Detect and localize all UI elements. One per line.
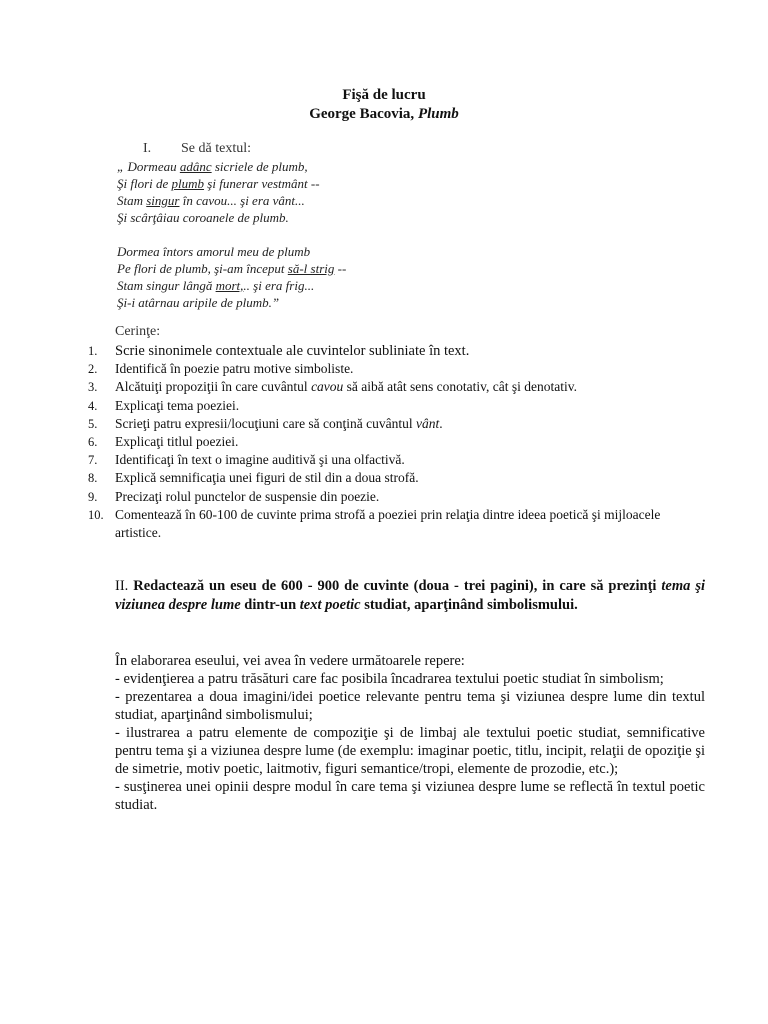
requirements-heading: Cerinţe: xyxy=(115,324,161,339)
list-item: - ilustrarea a patru elemente de compoziţie şi de limbaj ale textului poetic studiat, semnificative pentru tema şi a viziunea despre lume (de exemplu: imaginar poetic, titlu, incipit, relaţii de opoziţie şi de simetrie, motiv poetic, laitmotiv, figuri semantice/tropi, elemente de prozodie, etc.); xyxy=(115,725,705,777)
poem-line: Stam singur lângă mort,.. şi era frig... xyxy=(117,278,315,293)
list-item: 5. Scrieţi patru expresii/locuţiuni care să conţină cuvântul vânt. xyxy=(88,415,443,431)
poem-line: Dormea întors amorul meu de plumb xyxy=(117,244,311,259)
work-title: Plumb xyxy=(417,106,459,122)
poem-line: Stam singur în cavou... şi era vânt... xyxy=(117,193,305,208)
list-item: 1. Scrie sinonimele contextuale ale cuvintelor subliniate în text. xyxy=(88,343,470,359)
document-subtitle xyxy=(0,106,768,123)
author-name: George Bacovia, xyxy=(309,106,418,122)
poem-line: Pe flori de plumb, şi-am început să-l strig -- xyxy=(117,261,347,276)
list-item: 8. Explică semnificaţia unei figuri de stil din a doua strofă. xyxy=(88,470,419,486)
requirements-list xyxy=(88,342,706,542)
section-two-number: II. xyxy=(115,578,129,594)
essay-guidelines xyxy=(115,652,705,814)
list-item: 10. Comentează în 60-100 de cuvinte prima strofă a poeziei prin relaţia dintre ideea poetică şi mijloacele artistice. xyxy=(88,506,661,541)
poem-line: Şi flori de plumb şi funerar vestmânt -- xyxy=(117,176,320,191)
poem-line: „ Dormeau adânc sicriele de plumb, xyxy=(117,159,308,174)
list-item: 7. Identificaţi în text o imagine auditivă şi una olfactivă. xyxy=(88,452,405,468)
section-one-heading xyxy=(143,141,251,157)
poem-line: Şi-i atârnau aripile de plumb.” xyxy=(117,295,280,310)
section-one-number: I. xyxy=(143,141,152,156)
list-item: 9. Precizaţi rolul punctelor de suspensie din poezie. xyxy=(88,488,380,504)
list-item: - evidenţierea a patru trăsături care fac posibila încadrarea textului poetic studiat în simbolism; xyxy=(115,671,664,687)
list-item: 6. Explicaţi titlul poeziei. xyxy=(88,434,239,450)
guidelines-intro: În elaborarea eseului, vei avea în vedere următoarele repere: xyxy=(115,653,465,669)
poem-stanza-2 xyxy=(117,243,346,311)
list-item: - prezentarea a doua imagini/idei poetice relevante pentru tema şi viziunea despre lume din textul studiat, aparţinând simbolismului; xyxy=(115,689,705,723)
poem-line: Şi scârţâiau coroanele de plumb. xyxy=(117,210,289,225)
document-title: Fişă de lucru xyxy=(342,87,426,103)
poem-stanza-1 xyxy=(117,158,320,226)
list-item: - susţinerea unei opinii despre modul în care tema şi viziunea despre lume se reflectă în textul poetic studiat. xyxy=(115,779,705,813)
list-item: 2. Identifică în poezie patru motive simboliste. xyxy=(88,361,354,377)
section-two-paragraph: II. Redactează un eseu de 600 - 900 de cuvinte (doua - trei pagini), in care să prezinţi tema şi viziunea despre lume dintr-un text poetic studiat, aparţinând simbolismului. xyxy=(115,578,705,613)
list-item: 4. Explicaţi tema poeziei. xyxy=(88,397,240,413)
list-item: 3. Alcătuiţi propoziţii în care cuvântul cavou să aibă atât sens conotativ, cât şi denotativ. xyxy=(88,379,577,395)
section-one-label: Se dă textul: xyxy=(181,141,251,156)
